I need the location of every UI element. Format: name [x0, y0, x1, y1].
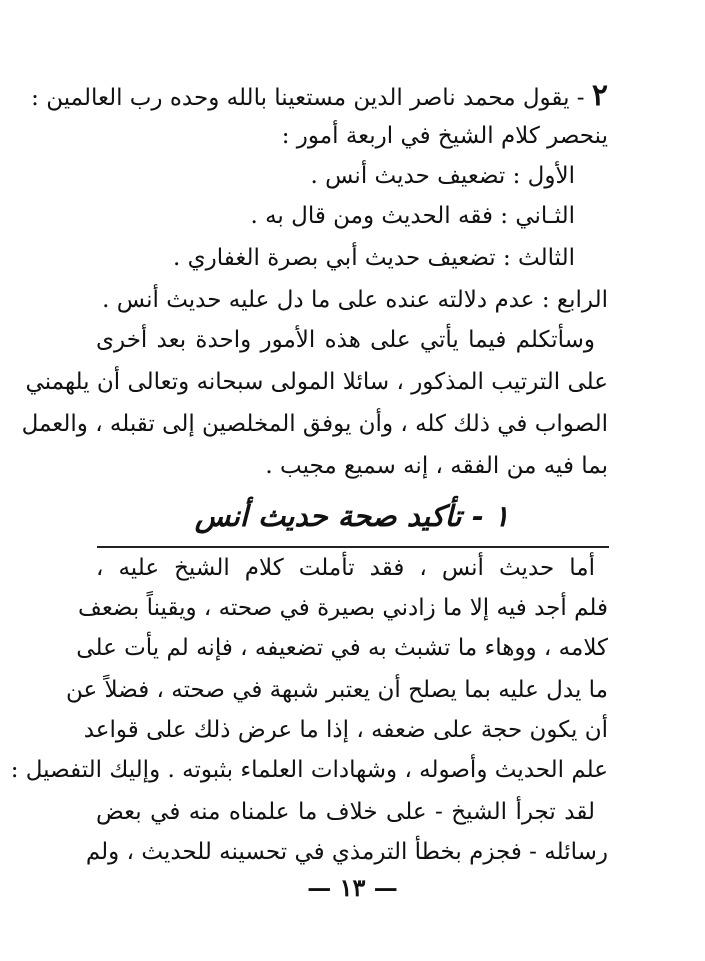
body-line: أما حديث أنس ، فقد تأملت كلام الشيخ عليه ، [96, 555, 595, 581]
body-line: ما يدل عليه بما يصلح أن يعتبر شبهة في صحته ، فضلاً عن [66, 677, 608, 703]
heading-divider [97, 546, 609, 548]
text-line: وسأتكلم فيما يأتي على هذه الأمور واحدة بعد أخرى [96, 327, 595, 353]
point-number: ٢ [591, 78, 608, 113]
body-line: رسائله - فجزم بخطأ الترمذي في تحسينه للحديث ، ولم [85, 839, 608, 865]
body-line: كلامه ، ووهاء ما تشبث به في تضعيفه ، فإنه لم يأت على [76, 635, 608, 661]
intro-text: - يقول محمد ناصر الدين مستعينا بالله وحده رب العالمين : [31, 85, 585, 111]
body-line: علم الحديث وأصوله ، وشهادات العلماء بثبوته . وإليك التفصيل : [10, 757, 608, 783]
text-line: بما فيه من الفقه ، إنه سميع مجيب . [265, 453, 608, 479]
body-line: أن يكون حجة على ضعفه ، إذا ما عرض ذلك على قواعد [83, 717, 608, 743]
list-item-second: الثـاني : فقه الحديث ومن قال به . [250, 203, 575, 229]
page-number: — ١٣ — [307, 873, 398, 902]
intro-line [31, 78, 608, 114]
list-item-third: الثالث : تضعيف حديث أبي بصرة الغفاري . [173, 245, 575, 271]
text-line: ينحصر كلام الشيخ في اربعة أمور : [281, 123, 608, 149]
list-item-first: الأول : تضعيف حديث أنس . [310, 163, 575, 189]
list-item-fourth: الرابع : عدم دلالته عنده على ما دل عليه حديث أنس . [102, 287, 608, 313]
text-line: على الترتيب المذكور ، سائلا المولى سبحانه وتعالى أن يلهمني [25, 369, 608, 395]
section-heading: ١ - تأكيد صحة حديث أنس [194, 499, 510, 533]
body-line: لقد تجرأ الشيخ - على خلاف ما علمناه منه في بعض [96, 799, 595, 825]
body-line: فلم أجد فيه إلا ما زادني بصيرة في صحته ، ويقيناً بضعف [78, 595, 608, 621]
text-line: الصواب في ذلك كله ، وأن يوفق المخلصين إلى تقبله ، والعمل [21, 411, 608, 437]
